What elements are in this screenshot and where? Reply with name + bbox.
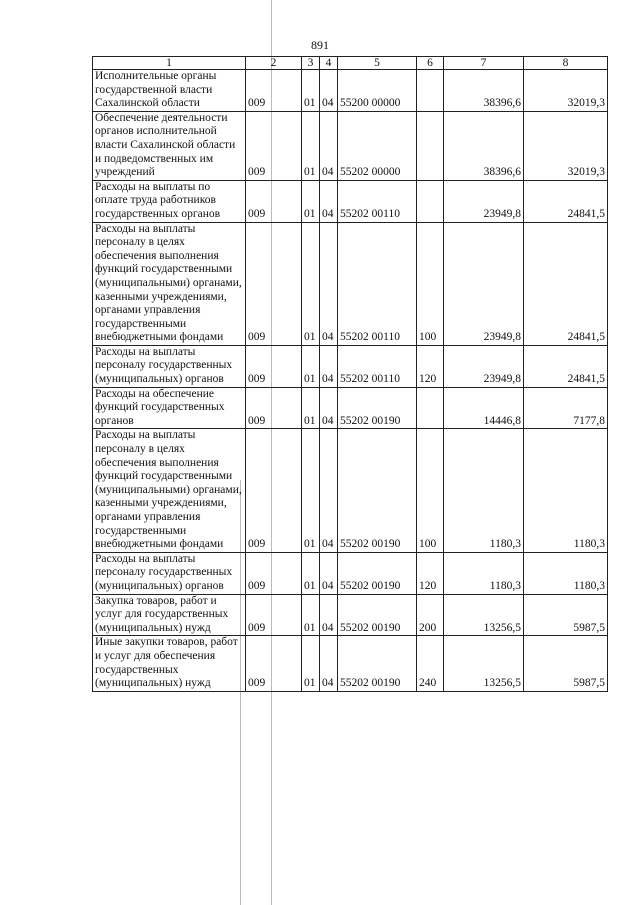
expense-name-cell: Закупка товаров, работ и услуг для государственных (муниципальных) нужд bbox=[93, 594, 246, 636]
table-row bbox=[93, 636, 608, 691]
expense-type-cell: 240 bbox=[417, 636, 444, 691]
admin-code-cell: 009 bbox=[246, 70, 302, 112]
target-article-cell: 55200 00000 bbox=[338, 70, 417, 112]
admin-code-cell: 009 bbox=[246, 552, 302, 594]
admin-code-cell: 009 bbox=[246, 387, 302, 429]
amount-year1-cell: 38396,6 bbox=[444, 111, 524, 180]
amount-year2-cell: 32019,3 bbox=[524, 111, 608, 180]
amount-year1-cell: 38396,6 bbox=[444, 70, 524, 112]
expense-type-cell: 100 bbox=[417, 222, 444, 345]
section-cell: 01 bbox=[302, 594, 320, 636]
admin-code-cell: 009 bbox=[246, 429, 302, 552]
target-article-cell: 55202 00190 bbox=[338, 429, 417, 552]
table-body bbox=[93, 57, 608, 692]
column-header: 8 bbox=[524, 57, 608, 70]
amount-year1-cell: 13256,5 bbox=[444, 636, 524, 691]
column-header: 7 bbox=[444, 57, 524, 70]
subsection-cell: 04 bbox=[320, 345, 338, 387]
subsection-cell: 04 bbox=[320, 429, 338, 552]
amount-year2-cell: 7177,8 bbox=[524, 387, 608, 429]
section-cell: 01 bbox=[302, 387, 320, 429]
table-row bbox=[93, 180, 608, 222]
subsection-cell: 04 bbox=[320, 111, 338, 180]
subsection-cell: 04 bbox=[320, 387, 338, 429]
expense-name-cell: Обеспечение деятельности органов исполнительной власти Сахалинской области и подведомственных им учреждений bbox=[93, 111, 246, 180]
table-row bbox=[93, 594, 608, 636]
subsection-cell: 04 bbox=[320, 594, 338, 636]
section-cell: 01 bbox=[302, 180, 320, 222]
admin-code-cell: 009 bbox=[246, 222, 302, 345]
subsection-cell: 04 bbox=[320, 222, 338, 345]
amount-year1-cell: 14446,8 bbox=[444, 387, 524, 429]
section-cell: 01 bbox=[302, 345, 320, 387]
column-header: 6 bbox=[417, 57, 444, 70]
target-article-cell: 55202 00110 bbox=[338, 180, 417, 222]
admin-code-cell: 009 bbox=[246, 636, 302, 691]
column-header: 3 bbox=[302, 57, 320, 70]
subsection-cell: 04 bbox=[320, 70, 338, 112]
expense-name-cell: Расходы на обеспечение функций государственных органов bbox=[93, 387, 246, 429]
section-cell: 01 bbox=[302, 70, 320, 112]
expense-name-cell: Расходы на выплаты по оплате труда работников государственных органов bbox=[93, 180, 246, 222]
admin-code-cell: 009 bbox=[246, 594, 302, 636]
section-cell: 01 bbox=[302, 222, 320, 345]
expense-name-cell: Расходы на выплаты персоналу государственных (муниципальных) органов bbox=[93, 345, 246, 387]
amount-year1-cell: 1180,3 bbox=[444, 429, 524, 552]
section-cell: 01 bbox=[302, 429, 320, 552]
target-article-cell: 55202 00190 bbox=[338, 387, 417, 429]
target-article-cell: 55202 00110 bbox=[338, 345, 417, 387]
budget-table bbox=[92, 56, 608, 692]
amount-year2-cell: 5987,5 bbox=[524, 636, 608, 691]
subsection-cell: 04 bbox=[320, 636, 338, 691]
subsection-cell: 04 bbox=[320, 552, 338, 594]
table-row bbox=[93, 345, 608, 387]
amount-year2-cell: 1180,3 bbox=[524, 552, 608, 594]
amount-year1-cell: 23949,8 bbox=[444, 222, 524, 345]
expense-name-cell: Иные закупки товаров, работ и услуг для обеспечения государственных (муниципальных) нужд bbox=[93, 636, 246, 691]
amount-year1-cell: 23949,8 bbox=[444, 345, 524, 387]
expense-type-cell: 120 bbox=[417, 552, 444, 594]
section-cell: 01 bbox=[302, 636, 320, 691]
section-cell: 01 bbox=[302, 552, 320, 594]
expense-name-cell: Расходы на выплаты персоналу государственных (муниципальных) органов bbox=[93, 552, 246, 594]
table-row bbox=[93, 222, 608, 345]
table-row bbox=[93, 429, 608, 552]
expense-type-cell bbox=[417, 111, 444, 180]
amount-year2-cell: 24841,5 bbox=[524, 180, 608, 222]
amount-year1-cell: 13256,5 bbox=[444, 594, 524, 636]
column-header: 1 bbox=[93, 57, 246, 70]
table-row bbox=[93, 70, 608, 112]
target-article-cell: 55202 00190 bbox=[338, 552, 417, 594]
amount-year2-cell: 1180,3 bbox=[524, 429, 608, 552]
column-header: 2 bbox=[246, 57, 302, 70]
admin-code-cell: 009 bbox=[246, 345, 302, 387]
subsection-cell: 04 bbox=[320, 180, 338, 222]
target-article-cell: 55202 00110 bbox=[338, 222, 417, 345]
expense-type-cell bbox=[417, 180, 444, 222]
expense-type-cell: 120 bbox=[417, 345, 444, 387]
expense-type-cell bbox=[417, 70, 444, 112]
amount-year1-cell: 1180,3 bbox=[444, 552, 524, 594]
admin-code-cell: 009 bbox=[246, 180, 302, 222]
table-header-row bbox=[93, 57, 608, 70]
expense-name-cell: Расходы на выплаты персоналу в целях обеспечения выполнения функций государственными (муниципальными) органами, казенными учреждениями, органами управления государственными внебюджетными фондами bbox=[93, 429, 246, 552]
expense-name-cell: Расходы на выплаты персоналу в целях обеспечения выполнения функций государственными (муниципальными) органами, казенными учреждениями, органами управления государственными внебюджетными фондами bbox=[93, 222, 246, 345]
target-article-cell: 55202 00190 bbox=[338, 594, 417, 636]
amount-year1-cell: 23949,8 bbox=[444, 180, 524, 222]
expense-name-cell: Исполнительные органы государственной власти Сахалинской области bbox=[93, 70, 246, 112]
amount-year2-cell: 24841,5 bbox=[524, 345, 608, 387]
table-row bbox=[93, 552, 608, 594]
page-number: 891 bbox=[311, 38, 329, 52]
amount-year2-cell: 32019,3 bbox=[524, 70, 608, 112]
column-header: 4 bbox=[320, 57, 338, 70]
target-article-cell: 55202 00190 bbox=[338, 636, 417, 691]
target-article-cell: 55202 00000 bbox=[338, 111, 417, 180]
expense-type-cell: 200 bbox=[417, 594, 444, 636]
admin-code-cell: 009 bbox=[246, 111, 302, 180]
amount-year2-cell: 5987,5 bbox=[524, 594, 608, 636]
table-row bbox=[93, 111, 608, 180]
column-header: 5 bbox=[338, 57, 417, 70]
amount-year2-cell: 24841,5 bbox=[524, 222, 608, 345]
expense-type-cell bbox=[417, 387, 444, 429]
expense-type-cell: 100 bbox=[417, 429, 444, 552]
table-row bbox=[93, 387, 608, 429]
section-cell: 01 bbox=[302, 111, 320, 180]
